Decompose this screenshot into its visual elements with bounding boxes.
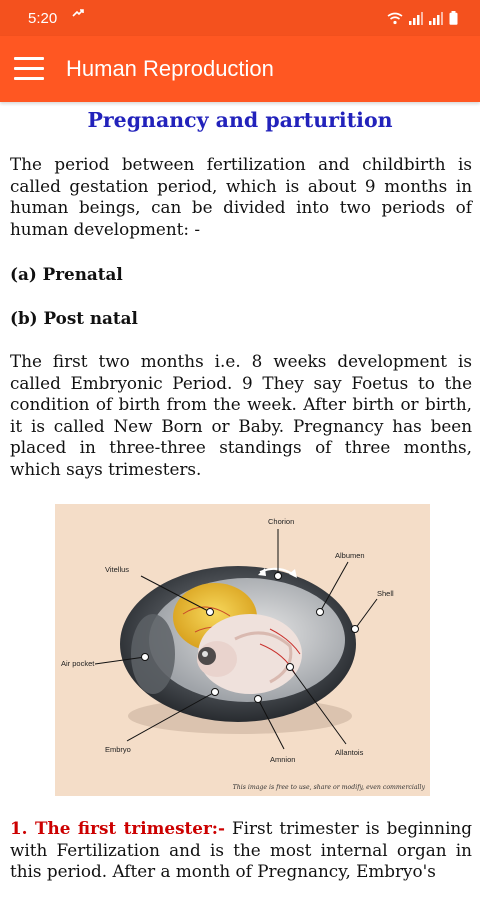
hamburger-menu-icon[interactable] <box>14 57 44 81</box>
embryonic-paragraph: The first two months i.e. 8 weeks development is called Embryonic Period. 9 They say Foetus to the condition of birth from the week. After birth or birth, it is called New Born or Baby. Pregnancy has been placed in three-three standings of three months, which says trimesters. <box>10 351 472 479</box>
label-embryo: Embryo <box>105 745 131 754</box>
label-albumen: Albumen <box>335 551 365 560</box>
sync-icon <box>71 7 85 25</box>
app-bar <box>0 36 480 102</box>
trimester-text: First trimester is beginning with Fertilization and is the most internal organ in this period. After a month of Pregnancy, Embryo's <box>10 818 472 881</box>
status-bar <box>0 0 480 36</box>
battery-icon <box>449 11 458 25</box>
article-content[interactable] <box>0 102 480 900</box>
signal-icon <box>409 12 423 25</box>
page-title: Pregnancy and parturition <box>87 108 393 132</box>
intro-paragraph: The period between fertilization and childbirth is called gestation period, which is about 9 months in human beings, can be divided into two periods of human development: - <box>10 154 472 239</box>
label-shell: Shell <box>377 589 394 598</box>
app-title: Human Reproduction <box>66 56 274 81</box>
label-chorion: Chorion <box>268 517 295 526</box>
status-time: 5:20 <box>28 10 58 27</box>
label-amnion: Amnion <box>270 755 296 764</box>
trimester-heading: 1. The first trimester:- <box>10 818 225 838</box>
wifi-icon <box>387 12 403 25</box>
label-air-pocket: Air pocket <box>61 659 95 668</box>
status-icons <box>387 11 458 25</box>
signal-icon-2 <box>429 12 443 25</box>
egg-diagram-illustration <box>55 504 430 796</box>
trimester-paragraph <box>10 818 472 883</box>
label-vitellus: Vitellus <box>105 565 130 574</box>
postnatal-heading: (b) Post natal <box>10 308 138 328</box>
figure-caption: This image is free to use, share or modify, even commercially <box>232 784 425 791</box>
egg-anatomy-figure <box>55 504 430 796</box>
label-allantois: Allantois <box>335 748 364 757</box>
prenatal-heading: (a) Prenatal <box>10 264 123 284</box>
